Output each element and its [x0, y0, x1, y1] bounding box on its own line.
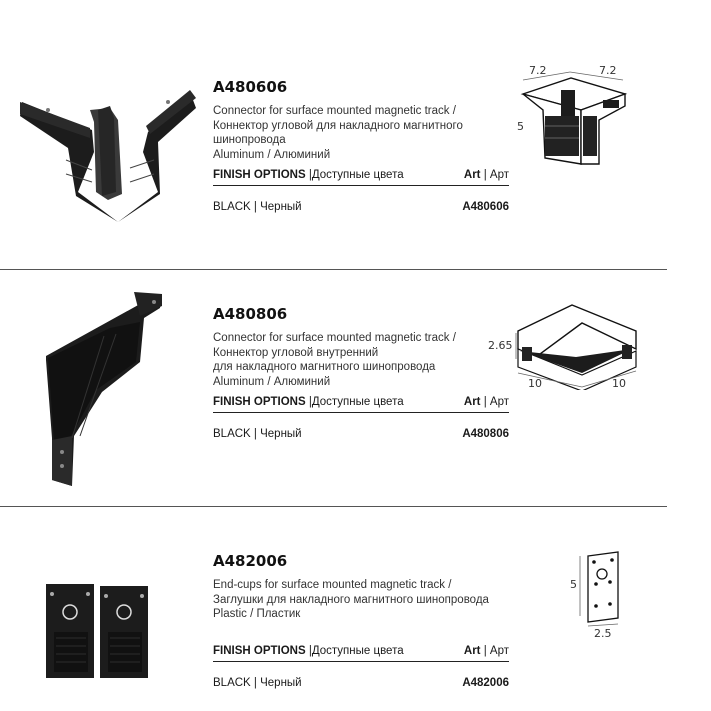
finish-row: BLACK | Черный A480806	[213, 428, 509, 440]
finish-code: A480606	[462, 201, 509, 213]
end-caps-photo	[46, 584, 150, 680]
product-description	[213, 331, 509, 389]
section-divider	[0, 506, 667, 507]
product-description	[213, 104, 509, 162]
desc-line: Connector for surface mounted magnetic track /	[213, 332, 456, 344]
dim-width-2: 10	[612, 377, 626, 390]
section-divider	[0, 269, 667, 270]
finish-name: BLACK	[213, 676, 251, 689]
dimension-drawing	[566, 548, 630, 640]
product-code: A480806	[213, 305, 288, 323]
finish-options-label: FINISH OPTIONS	[213, 644, 306, 657]
finish-name-ru: Черный	[260, 428, 302, 440]
finish-options-header: FINISH OPTIONS |Доступные цвета Art | Арт	[213, 644, 509, 662]
finish-row: BLACK | Черный A482006	[213, 676, 509, 689]
finish-code: A482006	[462, 676, 509, 689]
desc-line: для накладного магнитного шинопровода	[213, 361, 436, 373]
dim-width: 2.5	[594, 627, 612, 640]
product-code: A482006	[213, 552, 288, 570]
art-label-ru: Арт	[489, 169, 509, 181]
dim-height: 2.65	[488, 339, 513, 352]
dim-width-1: 10	[528, 377, 542, 390]
desc-line: Aluminum / Алюминий	[213, 148, 331, 161]
desc-line: Коннектор угловой внутренний	[213, 346, 379, 359]
desc-line: Заглушки для накладного магнитного шинопровода	[213, 593, 489, 606]
desc-line: Connector for surface mounted magnetic track /	[213, 105, 456, 117]
art-label-ru: Арт	[489, 644, 509, 657]
corner-connector-photo	[18, 82, 198, 222]
product-info	[213, 552, 509, 690]
dim-height: 5	[570, 578, 577, 591]
finish-options-header: FINISH OPTIONS |Доступные цвета Art | Арт	[213, 395, 509, 413]
desc-line: End-cups for surface mounted magnetic track /	[213, 579, 452, 591]
finish-options-label: FINISH OPTIONS	[213, 169, 306, 181]
dim-width-1: 7.2	[529, 64, 547, 77]
finish-code: A480806	[462, 428, 509, 440]
art-label: Art	[463, 644, 481, 657]
desc-line: Коннектор угловой для накладного магнитного	[213, 119, 463, 132]
finish-name: BLACK	[213, 201, 251, 213]
finish-options-header: FINISH OPTIONS |Доступные цвета Art | Арт	[213, 168, 509, 186]
product-info	[213, 78, 509, 214]
finish-name: BLACK	[213, 428, 251, 440]
product-code: A480606	[213, 78, 288, 96]
finish-options-label-ru: Доступные цвета	[311, 396, 404, 408]
finish-row: BLACK | Черный A480606	[213, 201, 509, 213]
art-label: Art	[463, 169, 481, 181]
desc-line: Aluminum / Алюминий	[213, 375, 331, 388]
desc-line: шинопровода	[213, 134, 286, 146]
product-description	[213, 578, 509, 622]
finish-options-label: FINISH OPTIONS	[213, 396, 306, 408]
product-info	[213, 305, 509, 441]
dimension-drawing	[515, 60, 635, 170]
art-label-ru: Арт	[489, 396, 509, 408]
finish-options-label-ru: Доступные цвета	[311, 169, 404, 181]
art-label: Art	[463, 396, 481, 408]
finish-options-label-ru: Доступные цвета	[311, 644, 404, 657]
finish-name-ru: Черный	[260, 676, 302, 689]
inner-corner-connector-photo	[44, 290, 166, 486]
dim-width-2: 7.2	[599, 64, 617, 77]
finish-name-ru: Черный	[260, 201, 302, 213]
dimension-drawing	[486, 295, 646, 390]
dim-height: 5	[517, 120, 524, 133]
desc-line: Plastic / Пластик	[213, 608, 301, 620]
